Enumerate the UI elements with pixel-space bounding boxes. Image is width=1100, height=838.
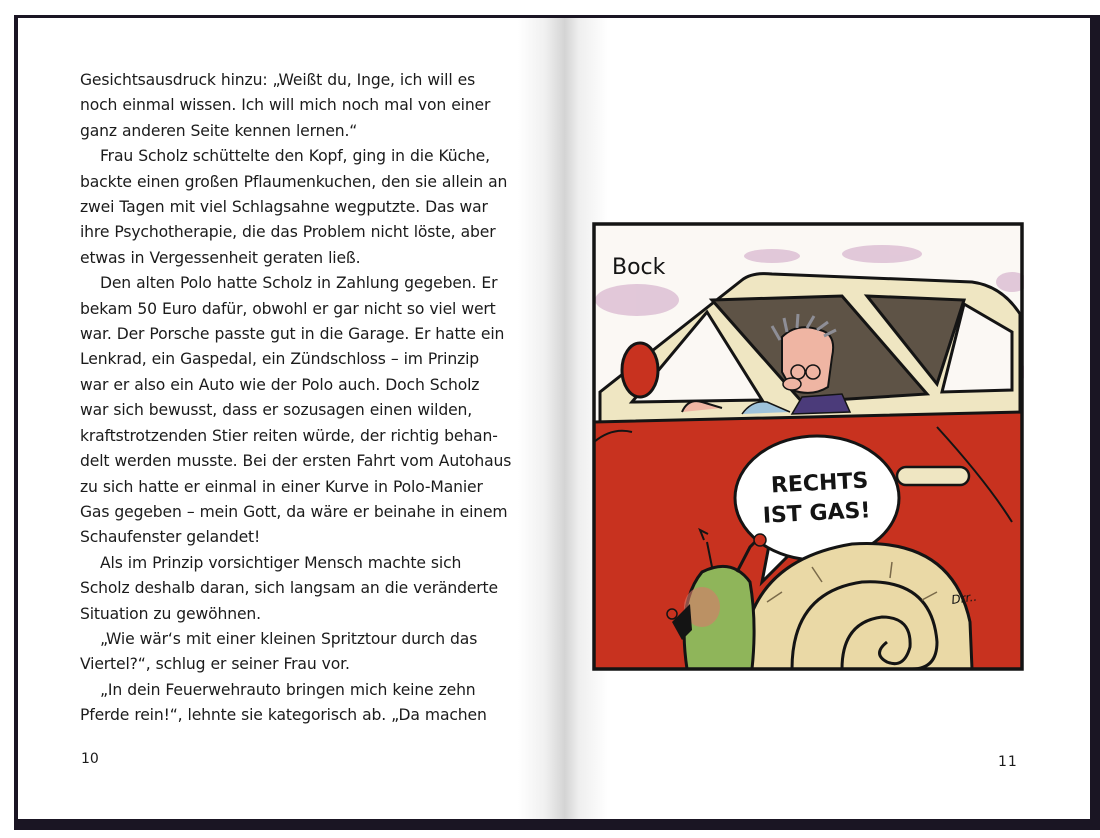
text-line: Situation zu gewöhnen.	[80, 604, 261, 623]
text-line: Frau Scholz schüttelte den Kopf, ging in die Küche,	[100, 147, 490, 166]
text-line: Pferde rein!“, lehnte sie kategorisch ab. „Da machen	[80, 706, 487, 725]
text-line: „In dein Feuerwehrauto bringen mich keine zehn	[100, 680, 476, 699]
paragraph	[80, 144, 520, 271]
text-line: Den alten Polo hatte Scholz in Zahlung gegeben. Er	[100, 274, 498, 293]
side-mirror	[622, 343, 658, 397]
paragraph	[80, 551, 520, 627]
cartoon-illustration	[592, 222, 1024, 671]
text-line: Gas gegeben – mein Gott, da wäre er beinahe in einem	[80, 502, 508, 521]
paragraph	[80, 271, 520, 550]
text-line: zwei Tagen mit viel Schlagsahne wegputzte. Das war	[80, 198, 488, 217]
paragraph	[80, 68, 520, 144]
artist-signature: Bock	[612, 255, 666, 280]
speech-line-1: RECHTS	[770, 468, 869, 499]
sound-effect-text: Drr..	[950, 589, 978, 607]
text-line: etwas in Vergessenheit geraten ließ.	[80, 248, 361, 267]
text-line: Schaufenster gelandet!	[80, 528, 261, 547]
text-line: Viertel?“, schlug er seiner Frau vor.	[80, 655, 350, 674]
text-line: Gesichtsausdruck hinzu: „Weißt du, Inge, ich will es	[80, 71, 476, 89]
text-line: war sich bewusst, dass er sozusagen einen wilden,	[80, 401, 473, 420]
text-line: war er also ein Auto wie der Polo auch. Doch Scholz	[80, 375, 480, 394]
page-number-right: 11	[998, 754, 1018, 770]
text-line: bekam 50 Euro dafür, obwohl er gar nicht so viel wert	[80, 299, 496, 318]
text-line: kraftstrotzenden Stier reiten würde, der richtig behan-	[80, 426, 498, 445]
page-number-left: 10	[81, 751, 99, 767]
text-line: war. Der Porsche passte gut in die Garage. Er hatte ein	[80, 325, 505, 344]
text-line: zu sich hatte er einmal in einer Kurve in Polo-Manier	[80, 477, 483, 496]
text-line: delt werden musste. Bei der ersten Fahrt vom Autohaus	[80, 452, 512, 471]
text-line: ganz anderen Seite kennen lernen.“	[80, 121, 358, 140]
speech-line-2: IST GAS!	[762, 498, 872, 529]
left-page-text	[80, 68, 520, 729]
paragraph	[80, 678, 520, 729]
text-line: ihre Psychotherapie, die das Problem nicht löste, aber	[80, 223, 496, 242]
door-handle	[897, 467, 969, 485]
book-spread	[18, 18, 1090, 819]
text-line: Als im Prinzip vorsichtiger Mensch machte sich	[100, 553, 462, 572]
text-line: Lenkrad, ein Gaspedal, ein Zündschloss – im Prinzip	[80, 350, 480, 369]
text-line: „Wie wär‘s mit einer kleinen Spritztour durch das	[100, 629, 478, 648]
paragraph	[80, 627, 520, 678]
text-line: backte einen großen Pflaumenkuchen, den sie allein an	[80, 172, 508, 191]
text-line: Scholz deshalb daran, sich langsam an die veränderte	[80, 579, 498, 598]
text-line: noch einmal wissen. Ich will mich noch mal von einer	[80, 96, 491, 115]
